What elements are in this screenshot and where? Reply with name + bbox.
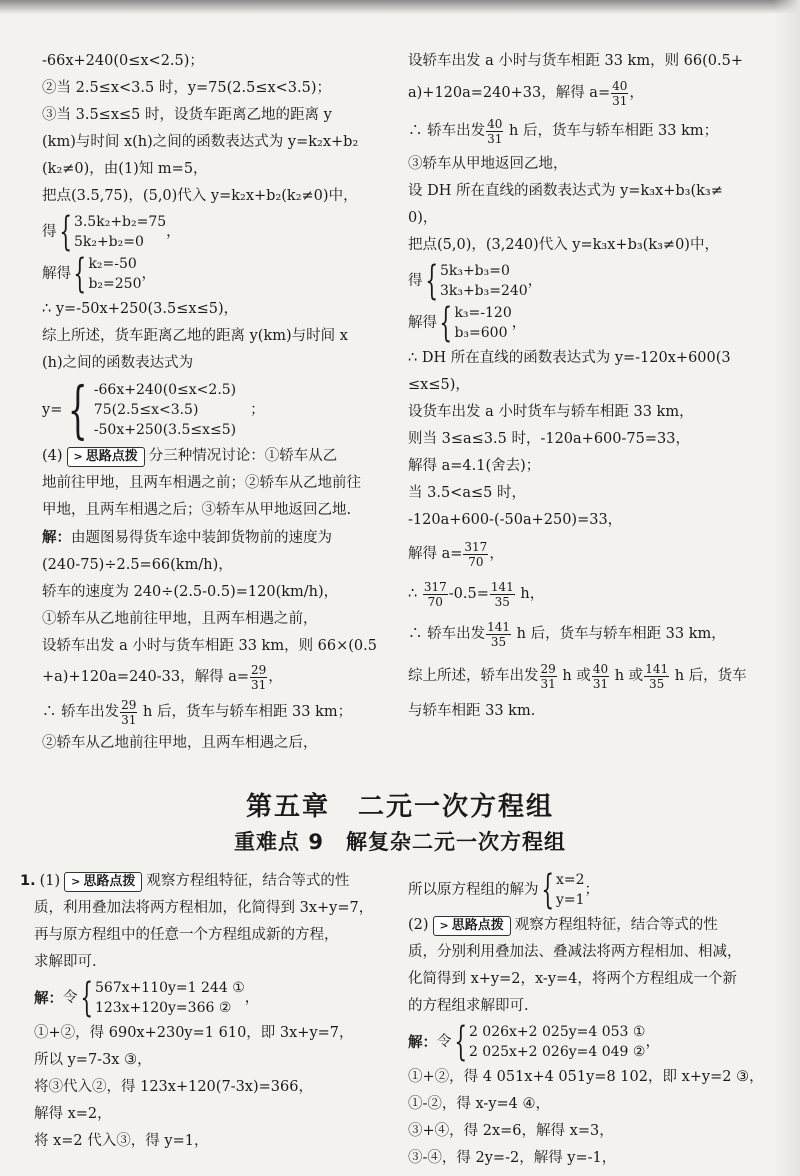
equation: 3.5k₂+b₂=75	[73, 214, 167, 230]
text-line: 质，分别利用叠加法、叠减法将两方程相加、相减，	[408, 944, 742, 960]
text-line: 则当 3≤a≤3.5 时，-120a+600-75=33，	[408, 431, 690, 447]
chapter-title: 第五章 二元一次方程组	[245, 792, 554, 822]
text-line	[42, 443, 388, 470]
text-line: 质，利用叠加法将两方程相加，化简得到 3x+y=7，	[34, 900, 374, 916]
equation-system	[408, 867, 768, 913]
equation: 2 025x+2 026y=4 049 ②	[468, 1044, 646, 1060]
text-line: (k₂≠0)，由(1)知 m=5，	[42, 161, 208, 177]
fraction	[540, 662, 557, 691]
piece: 75(2.5≤x<3.5)	[93, 402, 199, 418]
text-span: 综上所述，轿车出发	[408, 668, 539, 684]
text-line: 将③代入②，得 123x+120(7-3x)=366，	[34, 1079, 313, 1095]
text-span: +a)+120a=240-33，解得 a=	[42, 669, 249, 685]
equation: b₂=250	[88, 276, 142, 292]
tip-badge	[67, 447, 145, 467]
tip-label: 思路点拨	[83, 874, 136, 889]
equation: b₃=600	[454, 325, 508, 341]
equation: 567x+110y=1 244 ①	[94, 980, 245, 996]
brace-symbol: {	[58, 209, 72, 255]
brace-symbol: {	[453, 1019, 467, 1065]
left-column-bottom	[20, 868, 392, 1155]
fraction	[423, 580, 448, 609]
text-line: 所以 y=7-3x ③，	[34, 1052, 152, 1068]
denominator: 35	[649, 676, 665, 691]
text-line: 求解即可.	[34, 954, 97, 970]
solution-label: 解：	[34, 989, 63, 1007]
text-span: ，	[268, 669, 283, 685]
system-suffix: ；	[584, 881, 599, 898]
text-line: 化简得到 x+y=2，x-y=4，将两个方程组成一个新	[408, 971, 737, 987]
fraction	[490, 580, 515, 609]
text-span: a)+120a=240+33，解得 a=	[408, 85, 611, 101]
text-line: ①轿车从乙地前往甲地，且两车相遇之前，	[42, 611, 318, 627]
text-line: 设轿车出发 a 小时与货车相距 33 km，则 66×(0.5	[42, 638, 377, 654]
tip-badge	[433, 916, 511, 936]
fraction	[486, 620, 511, 649]
tip-badge	[64, 872, 142, 892]
text-line	[42, 660, 388, 694]
denominator: 70	[468, 554, 484, 569]
numerator: 29	[540, 661, 556, 676]
question-number: 1.	[20, 873, 36, 889]
system-suffix: ，	[511, 314, 527, 331]
text-line: ∴ DH 所在直线的函数表达式为 y=-120x+600(3	[408, 350, 731, 366]
denominator: 31	[121, 712, 137, 727]
system-suffix: ，	[166, 223, 181, 240]
right-column-top	[408, 48, 768, 725]
right-column-bottom	[408, 868, 768, 1172]
denominator: 31	[612, 93, 628, 108]
equation-system	[42, 209, 388, 255]
text-span: ∴	[408, 586, 422, 602]
numerator: 141	[487, 619, 511, 634]
equation: k₃=-120	[454, 305, 512, 321]
page-edge-shade	[774, 0, 800, 1176]
equation: 123x+120y=366 ②	[94, 1000, 232, 1016]
text-span: 解得 a=	[408, 546, 463, 562]
solution-label: 解：	[408, 1033, 437, 1051]
brace-symbol: {	[439, 300, 453, 346]
text-line: ③当 3.5≤x≤5 时，设货车距离乙地的距离 y	[42, 107, 332, 123]
text-span: 观察方程组特征，结合等式的性	[146, 873, 350, 889]
chevron-right-icon: >	[439, 919, 449, 932]
piecewise-suffix: ；	[250, 401, 265, 418]
text-line: (km)与时间 x(h)之间的函数表达式为 y=k₂x+b₂	[42, 134, 359, 150]
piecewise-function	[42, 373, 388, 446]
text-line: 设 DH 所在直线的函数表达式为 y=k₃x+b₃(k₃≠	[408, 183, 723, 199]
numerator: 141	[490, 579, 514, 594]
brace-symbol: {	[73, 251, 87, 297]
piece: -66x+240(0≤x<2.5)	[93, 382, 237, 398]
equation-system	[408, 1019, 768, 1065]
text-line: 再与原方程组中的任意一个方程组成新的方程，	[34, 927, 339, 943]
fraction	[120, 698, 137, 727]
equation: x=2	[555, 872, 585, 888]
text-span: h 后，货车与轿车相距 33 km；	[504, 123, 719, 139]
equation: k₂=-50	[88, 256, 137, 272]
text-line: 甲地，且两车相遇之后；③轿车从甲地返回乙地.	[42, 502, 352, 518]
text-line: 将 x=2 代入③，得 y=1，	[34, 1133, 209, 1149]
text-line: (240-75)÷2.5=66(km/h)，	[42, 557, 233, 573]
text-line: ③轿车从甲地返回乙地，	[408, 156, 568, 172]
text-line	[42, 524, 388, 552]
chevron-right-icon: >	[73, 450, 83, 463]
text-span: ∴ 轿车出发	[408, 626, 486, 642]
text-line	[408, 912, 768, 939]
text-line	[20, 868, 392, 895]
system-suffix: ，	[244, 989, 260, 1006]
text-span: ，	[489, 546, 504, 562]
text-line: 解得 x=2，	[34, 1106, 112, 1122]
fraction	[644, 662, 669, 691]
denominator: 31	[487, 131, 503, 146]
chevron-right-icon: >	[71, 875, 81, 888]
system-prefix: 解得	[42, 265, 71, 282]
text-span: ∴ 轿车出发	[42, 704, 120, 720]
section-title: 重难点 9 解复杂二元一次方程组	[234, 830, 566, 854]
system-prefix: 解得	[408, 314, 437, 331]
text-line: (h)之间的函数表达式为	[42, 355, 194, 371]
fraction	[463, 540, 488, 569]
equation-system	[42, 251, 388, 297]
text-line: ③-④，得 2y=-2，解得 y=-1，	[408, 1150, 617, 1166]
text-span: 观察方程组特征，结合等式的性	[514, 917, 718, 933]
text-line: 把点(3.5,75)，(5,0)代入 y=k₂x+b₂(k₂≠0)中，	[42, 188, 358, 204]
system-suffix: ，	[141, 265, 156, 282]
text-span: ∴ 轿车出发	[408, 123, 486, 139]
equation: 3k₃+b₃=240	[439, 283, 528, 299]
tip-label: 思路点拨	[85, 449, 138, 464]
numerator: 29	[121, 697, 137, 712]
numerator: 29	[251, 662, 267, 677]
numerator: 317	[464, 539, 488, 554]
system-suffix: ，	[527, 272, 543, 289]
text-line: -66x+240(0≤x<2.5)；	[42, 53, 204, 69]
text-line: ①+②，得 4 051x+4 051y=8 102，即 x+y=2 ③，	[408, 1069, 764, 1085]
left-column-top	[42, 48, 388, 757]
text-line	[408, 574, 768, 614]
system-prefix: 得	[408, 272, 423, 289]
denominator: 31	[540, 676, 556, 691]
system-prefix: 令	[63, 989, 78, 1006]
text-line: ①-②，得 x-y=4 ④，	[408, 1096, 551, 1112]
part-label: (2)	[408, 917, 429, 933]
text-line: 的方程组求解即可.	[408, 998, 529, 1014]
text-span: h 后，货车与轿车相距 33 km；	[138, 704, 353, 720]
text-span: -0.5=	[448, 586, 489, 602]
equation: 5k₃+b₃=0	[439, 263, 510, 279]
equation: 5k₂+b₂=0	[73, 234, 144, 250]
piece: -50x+250(3.5≤x≤5)	[93, 422, 237, 438]
page-top-shadow	[0, 0, 800, 14]
text-line	[408, 534, 768, 574]
text-span: 由题图易得货车途中装卸货物前的速度为	[71, 530, 332, 546]
equation-system	[408, 258, 768, 304]
equation-system	[20, 975, 392, 1021]
text-line: 解得 a=4.1(舍去)；	[408, 458, 541, 474]
text-span: h 后，货车与轿车相距 33 km，	[512, 626, 726, 642]
brace-symbol: {	[424, 258, 438, 304]
text-line	[408, 111, 768, 151]
solution-label: 解：	[42, 529, 71, 546]
denominator: 31	[251, 677, 267, 692]
fraction	[250, 663, 267, 692]
text-line: -120a+600-(-50a+250)=33，	[408, 512, 623, 528]
numerator: 317	[423, 579, 447, 594]
text-span: h 或	[557, 668, 591, 684]
system-prefix: 令	[437, 1033, 452, 1050]
text-line	[42, 694, 388, 730]
text-line: ∴ y=-50x+250(3.5≤x≤5)，	[42, 301, 239, 317]
equation-system	[408, 300, 768, 346]
tip-label: 思路点拨	[451, 918, 504, 933]
fraction	[486, 117, 503, 146]
text-line: ②当 2.5≤x<3.5 时，y=75(2.5≤x<3.5)；	[42, 80, 332, 96]
part-label: (4)	[42, 448, 63, 464]
text-span: 分三种情况讨论：①轿车从乙	[148, 448, 338, 464]
text-line: 把点(5,0)，(3,240)代入 y=k₃x+b₃(k₃≠0)中，	[408, 237, 719, 253]
denominator: 70	[427, 594, 443, 609]
text-line: ≤x≤5)，	[408, 377, 470, 393]
numerator: 40	[592, 661, 609, 676]
text-line: 0)，	[408, 210, 438, 226]
numerator: 40	[612, 78, 628, 93]
denominator: 35	[494, 594, 510, 609]
text-span: h 后，货车	[670, 668, 747, 684]
text-line: ①+②，得 690x+230y=1 610，即 3x+y=7，	[34, 1025, 354, 1041]
system-prefix: 所以原方程组的解为	[408, 881, 539, 898]
fraction	[611, 79, 628, 108]
system-prefix: 得	[42, 223, 57, 240]
text-line: ②轿车从乙地前往甲地，且两车相遇之后，	[42, 735, 318, 751]
text-span: h 或	[610, 668, 644, 684]
text-line: 综上所述，货车距离乙地的距离 y(km)与时间 x	[42, 328, 348, 344]
numerator: 40	[487, 116, 503, 131]
brace-symbol: {	[540, 867, 554, 913]
fraction	[592, 662, 609, 691]
text-line: 当 3.5<a≤5 时，	[408, 485, 526, 501]
denominator: 35	[490, 634, 507, 649]
piecewise-prefix: y=	[42, 401, 63, 418]
text-line	[408, 654, 768, 698]
text-span: h，	[515, 586, 545, 602]
text-line: 地前往甲地，且两车相遇之前；②轿车从乙地前往	[42, 475, 361, 491]
text-line	[408, 614, 768, 654]
text-line	[408, 75, 768, 111]
text-line: 设货车出发 a 小时货车与轿车相距 33 km，	[408, 404, 694, 420]
text-line: 设轿车出发 a 小时与货车相距 33 km，则 66(0.5+	[408, 53, 743, 69]
denominator: 31	[592, 676, 609, 691]
text-line: 与轿车相距 33 km.	[408, 703, 536, 719]
equation: y=1	[555, 892, 585, 908]
system-suffix: ，	[645, 1033, 660, 1050]
brace-symbol: {	[79, 975, 93, 1021]
text-line: 轿车的速度为 240÷(2.5-0.5)=120(km/h)，	[42, 584, 339, 600]
brace-symbol: {	[68, 373, 88, 446]
equation: 2 026x+2 025y=4 053 ①	[468, 1024, 646, 1040]
numerator: 141	[645, 661, 669, 676]
text-span: ，	[629, 85, 644, 101]
part-label: (1)	[39, 873, 61, 889]
text-line: ③+④，得 2x=6，解得 x=3，	[408, 1123, 614, 1139]
